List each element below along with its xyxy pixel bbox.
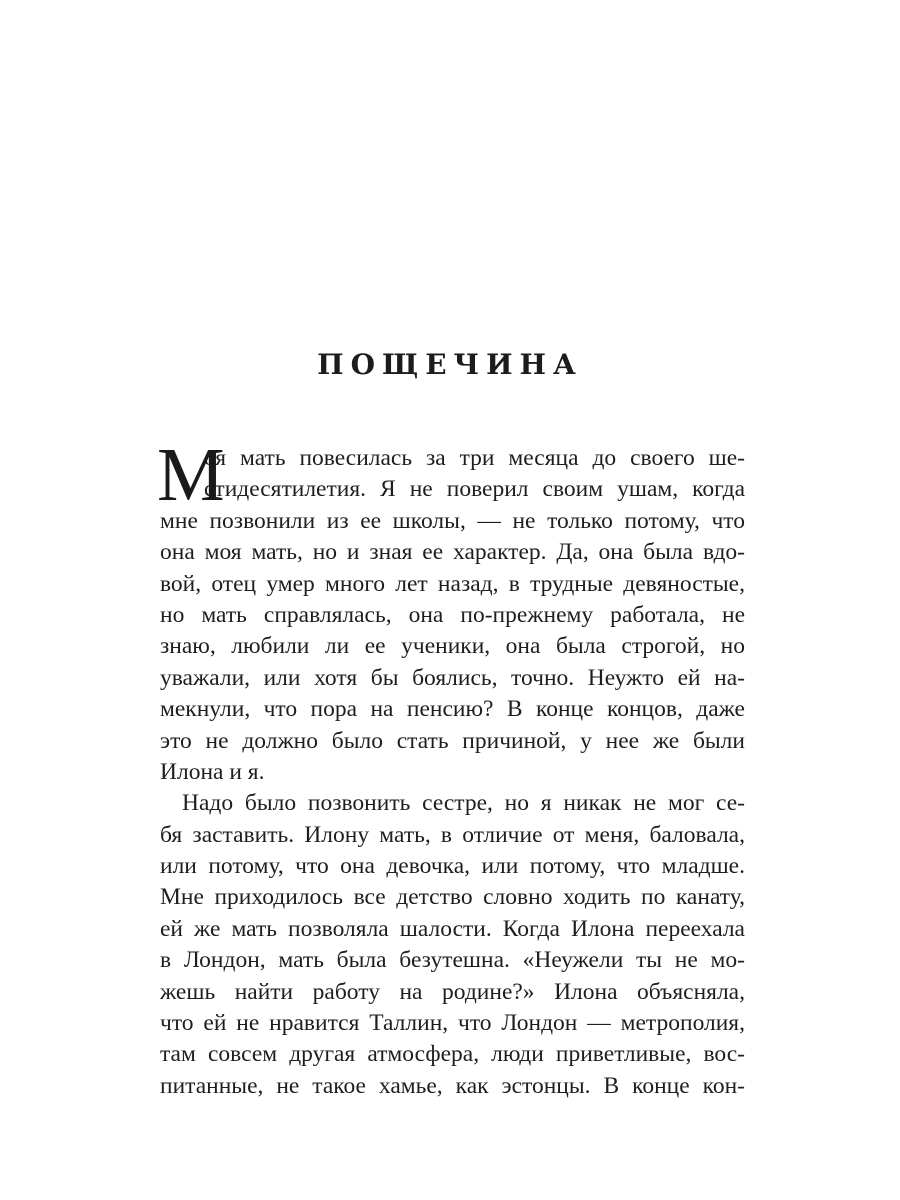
text-line: Мне приходилось все детство словно ходить по канату, — [160, 884, 745, 911]
chapter-title: ПОЩЕЧИНА — [317, 348, 583, 381]
text-line: это не должно было стать причиной, у нее же были — [160, 727, 745, 754]
text-line: оя мать повесилась за три месяца до своего ше- — [204, 445, 745, 471]
text-line: там совсем другая атмосфера, люди приветливые, вос- — [160, 1041, 745, 1068]
chapter-body — [157, 433, 745, 1102]
text-line: Илона и я. — [160, 758, 265, 785]
text-line: в Лондон, мать была безутешна. «Неужели ты не мо- — [160, 947, 745, 974]
text-line: мекнули, что пора на пенсию? В конце концов, даже — [160, 696, 745, 723]
text-line: ей же мать позволяла шалости. Когда Илона переехала — [160, 915, 745, 942]
text-line: жешь найти работу на родине?» Илона объясняла, — [160, 978, 745, 1005]
text-line: уважали, или хотя бы боялись, точно. Неужто ей на- — [160, 664, 745, 691]
text-line: бя заставить. Илону мать, в отличие от меня, баловала, — [160, 821, 745, 848]
text-line: но мать справлялась, она по-прежнему работала, не — [160, 601, 745, 628]
text-line: вой, отец умер много лет назад, в трудные девяностые, — [160, 570, 745, 597]
text-line: стидесятилетия. Я не поверил своим ушам, когда — [204, 476, 745, 503]
text-line: или потому, что она девочка, или потому, что младше. — [160, 853, 745, 880]
text-line: Надо было позвонить сестре, но я никак не мог се- — [182, 790, 745, 817]
text-line: что ей не нравится Таллин, что Лондон — метрополия, — [160, 1010, 745, 1037]
text-line: питанные, не такое хамье, как эстонцы. В конце кон- — [160, 1072, 745, 1099]
text-line: она моя мать, но и зная ее характер. Да, она была вдо- — [160, 539, 745, 566]
text-line: мне позвонили из ее школы, — не только потому, что — [160, 507, 745, 534]
text-line: знаю, любили ли ее ученики, она была строгой, но — [160, 633, 745, 660]
drop-cap: М — [157, 433, 225, 517]
